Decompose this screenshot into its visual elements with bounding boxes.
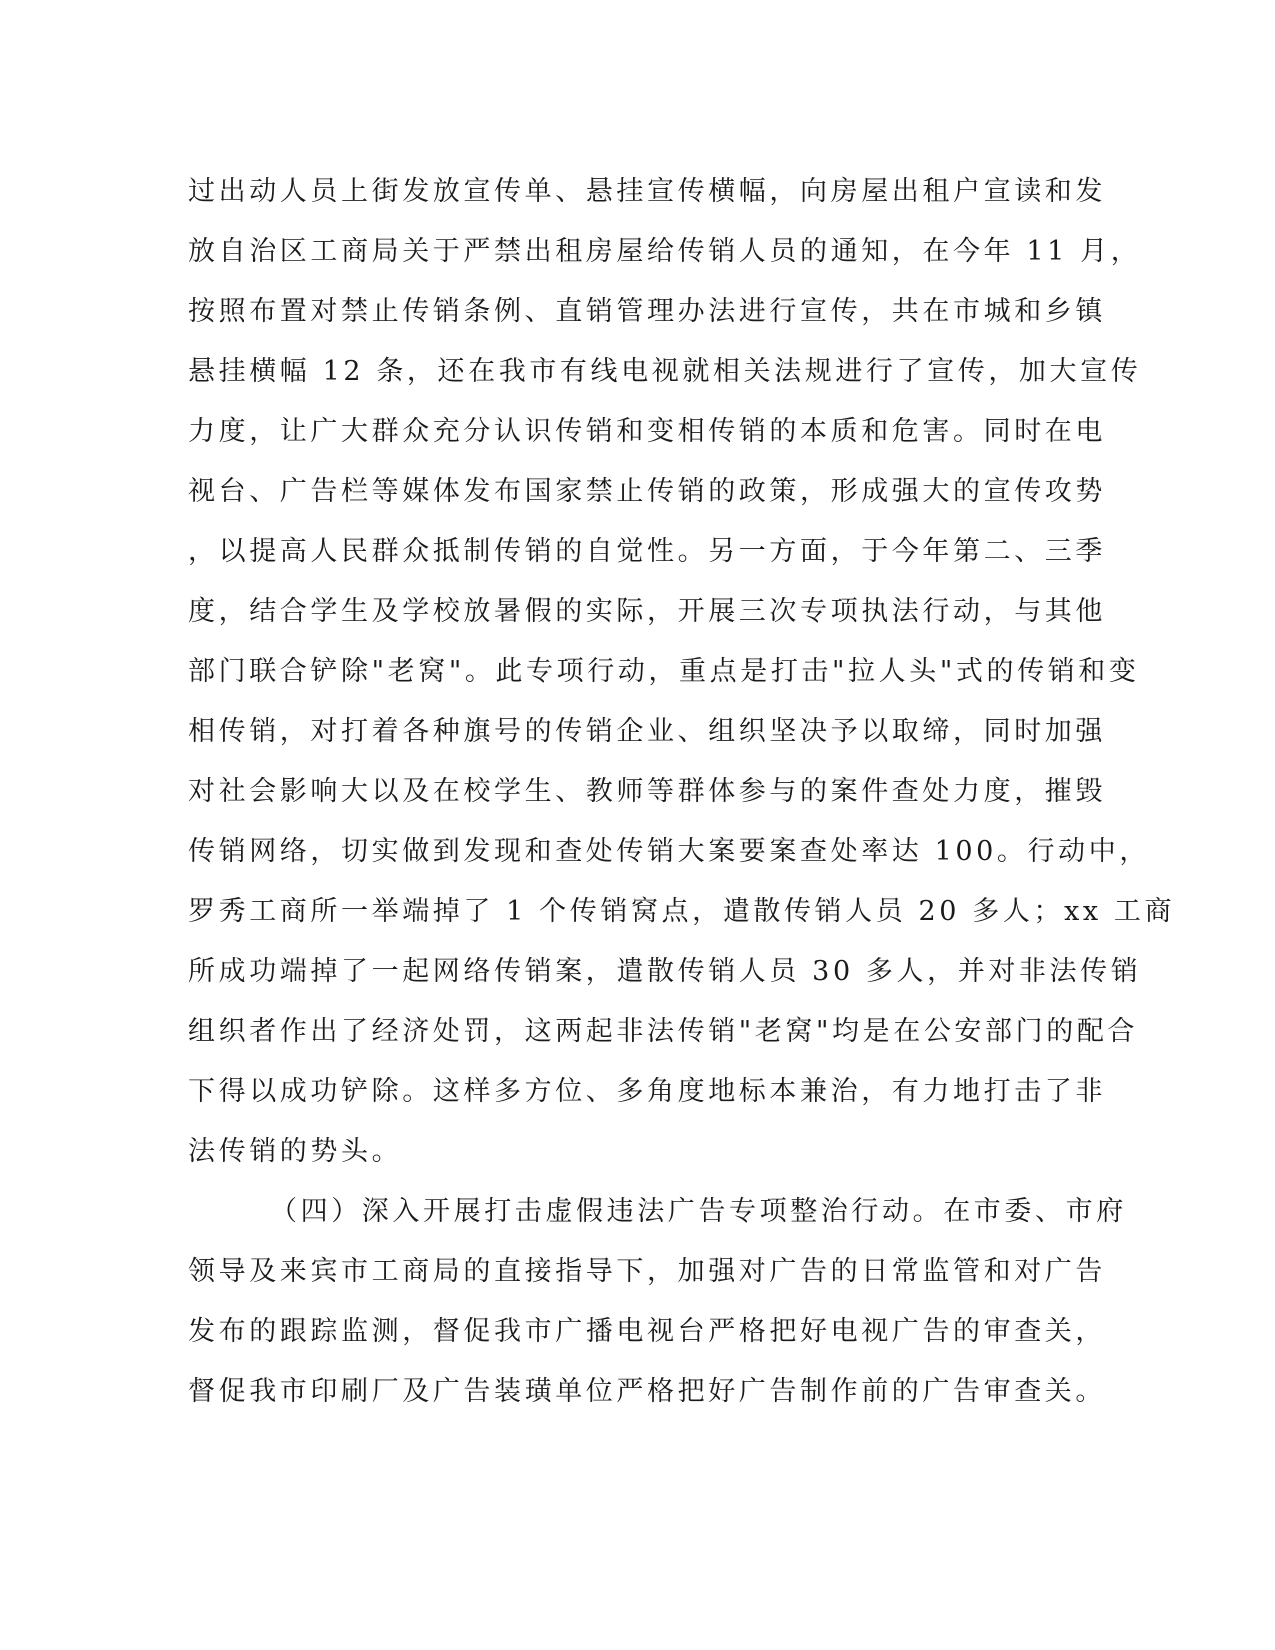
text-line-21: 督促我市印刷厂及广告装璜单位严格把好广告制作前的广告审查关。 (188, 1376, 1106, 1407)
text-line-3: 按照布置对禁止传销条例、直销管理办法进行宣传，共在市城和乡镇 (188, 296, 1106, 327)
text-line-10: 相传销，对打着各种旗号的传销企业、组织坚决予以取缔，同时加强 (188, 716, 1106, 747)
text-line-8: 度，结合学生及学校放暑假的实际，开展三次专项执法行动，与其他 (188, 596, 1106, 627)
text-line-7: ，以提高人民群众抵制传销的自觉性。另一方面，于今年第二、三季 (188, 536, 1106, 567)
text-line-9: 部门联合铲除"老窝"。此专项行动，重点是打击"拉人头"式的传销和变 (188, 656, 1140, 687)
text-line-1: 过出动人员上街发放宣传单、悬挂宣传横幅，向房屋出租户宣读和发 (188, 176, 1106, 207)
text-line-6: 视台、广告栏等媒体发布国家禁止传销的政策，形成强大的宣传攻势 (188, 476, 1106, 507)
text-line-19: 领导及来宾市工商局的直接指导下，加强对广告的日常监管和对广告 (188, 1256, 1106, 1287)
section-heading-line: （四）深入开展打击虚假违法广告专项整治行动。在市委、市府 (270, 1196, 1127, 1227)
text-line-15: 组织者作出了经济处罚，这两起非法传销"老窝"均是在公安部门的配合 (188, 1016, 1139, 1047)
text-line-14: 所成功端掉了一起网络传销案，遣散传销人员 30 多人，并对非法传销 (188, 956, 1142, 987)
text-line-11: 对社会影响大以及在校学生、教师等群体参与的案件查处力度，摧毁 (188, 776, 1106, 807)
body-text (188, 162, 1176, 1422)
text-line-16: 下得以成功铲除。这样多方位、多角度地标本兼治，有力地打击了非 (188, 1076, 1106, 1107)
text-line-20: 发布的跟踪监测，督促我市广播电视台严格把好电视广告的审查关， (188, 1316, 1106, 1347)
text-line-4: 悬挂横幅 12 条，还在我市有线电视就相关法规进行了宣传，加大宣传 (188, 356, 1142, 387)
text-line-2: 放自治区工商局关于严禁出租房屋给传销人员的通知，在今年 11 月， (188, 236, 1142, 267)
text-line-5: 力度，让广大群众充分认识传销和变相传销的本质和危害。同时在电 (188, 416, 1106, 447)
text-line-17: 法传销的势头。 (188, 1136, 403, 1167)
text-line-13: 罗秀工商所一举端掉了 1 个传销窝点，遣散传销人员 20 多人；xx 工商 (188, 896, 1176, 927)
text-line-12: 传销网络，切实做到发现和查处传销大案要案查处率达 100。行动中， (188, 836, 1150, 867)
